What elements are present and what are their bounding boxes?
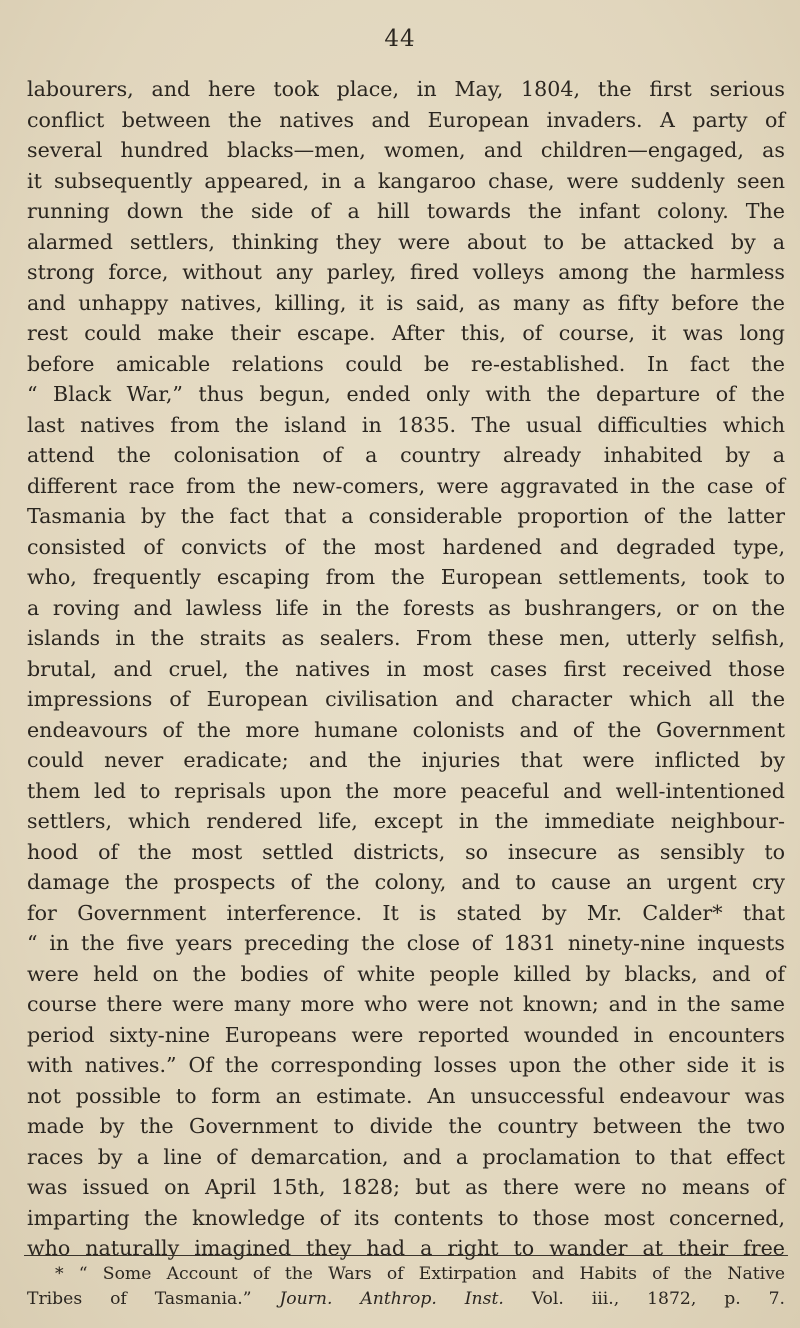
page-number: 44 xyxy=(384,26,416,52)
text-line: a roving and lawless life in the forests as bushrangers, or on the xyxy=(27,595,785,620)
text-line: course there were many more who were not known; and in the same xyxy=(27,992,785,1016)
text-line: damage the prospects of the colony, and to cause an urgent cry xyxy=(27,870,785,894)
footnote-line xyxy=(27,1287,785,1312)
text-line: consisted of convicts of the most hardened and degraded type, xyxy=(27,534,785,559)
text-line: impressions of European civilisation and character which all the xyxy=(27,687,785,711)
text-line: islands in the straits as sealers. From these men, utterly selfish, xyxy=(27,626,785,650)
text-line: period sixty-nine Europeans were reported wounded in encounters xyxy=(27,1022,785,1047)
text-line: were held on the bodies of white people killed by blacks, and of xyxy=(27,961,785,986)
text-line: imparting the knowledge of its contents to those most concerned, xyxy=(27,1205,785,1230)
footnote-citation: Vol. iii., 1872, p. 7. xyxy=(531,1289,785,1309)
text-line: settlers, which rendered life, except in the immediate neighbour- xyxy=(27,809,785,833)
text-line: was issued on April 15th, 1828; but as there were no means of xyxy=(27,1175,785,1199)
text-line: last natives from the island in 1835. The usual difficulties which xyxy=(27,412,785,437)
text-line: for Government interference. It is stated by Mr. Calder* that xyxy=(27,900,785,925)
text-line: before amicable relations could be re-established. In fact the xyxy=(27,351,785,376)
text-line: several hundred blacks—men, women, and children—engaged, as xyxy=(27,138,785,162)
text-line: hood of the most settled districts, so insecure as sensibly to xyxy=(27,839,785,864)
footnote xyxy=(27,1262,785,1312)
text-line: attend the colonisation of a country already inhabited by a xyxy=(27,443,785,467)
text-line: “ Black War,” thus begun, ended only with the departure of the xyxy=(27,382,785,406)
text-line: made by the Government to divide the country between the two xyxy=(27,1114,785,1138)
text-line: rest could make their escape. After this, of course, it was long xyxy=(27,321,785,345)
text-line: alarmed settlers, thinking they were about to be attacked by a xyxy=(27,229,785,254)
text-line: Tasmania by the fact that a considerable proportion of the latter xyxy=(27,504,785,528)
body-text xyxy=(27,74,785,1264)
text-line: who naturally imagined they had a right to wander at their free xyxy=(27,1236,785,1260)
footnote-divider xyxy=(24,1255,788,1256)
text-line: different race from the new-comers, were aggravated in the case of xyxy=(27,473,785,498)
text-line: and unhappy natives, killing, it is said, as many as fifty before the xyxy=(27,290,785,315)
footnote-source-title: Tribes of Tasmania.” xyxy=(27,1289,252,1309)
footnote-journal: Journ. Anthrop. Inst. xyxy=(279,1289,504,1309)
text-line: races by a line of demarcation, and a proclamation to that effect xyxy=(27,1144,785,1169)
text-line: them led to reprisals upon the more peaceful and well-intentioned xyxy=(27,778,785,803)
text-line: conflict between the natives and European invaders. A party of xyxy=(27,107,785,132)
footnote-line: * “ Some Account of the Wars of Extirpation and Habits of the Native xyxy=(55,1264,785,1284)
text-line: who, frequently escaping from the European settlements, took to xyxy=(27,565,785,589)
text-line: brutal, and cruel, the natives in most cases first received those xyxy=(27,656,785,681)
text-line: it subsequently appeared, in a kangaroo chase, were suddenly seen xyxy=(27,168,785,193)
text-line: could never eradicate; and the injuries that were inflicted by xyxy=(27,748,785,772)
text-line: strong force, without any parley, fired volleys among the harmless xyxy=(27,260,785,284)
text-line: running down the side of a hill towards the infant colony. The xyxy=(27,199,785,223)
text-line: “ in the five years preceding the close of 1831 ninety-nine inquests xyxy=(27,931,785,955)
text-line: with natives.” Of the corresponding losses upon the other side it is xyxy=(27,1053,785,1077)
text-line: labourers, and here took place, in May, 1804, the first serious xyxy=(27,77,785,101)
text-line: not possible to form an estimate. An unsuccessful endeavour was xyxy=(27,1083,785,1108)
text-line: endeavours of the more humane colonists and of the Government xyxy=(27,717,785,742)
